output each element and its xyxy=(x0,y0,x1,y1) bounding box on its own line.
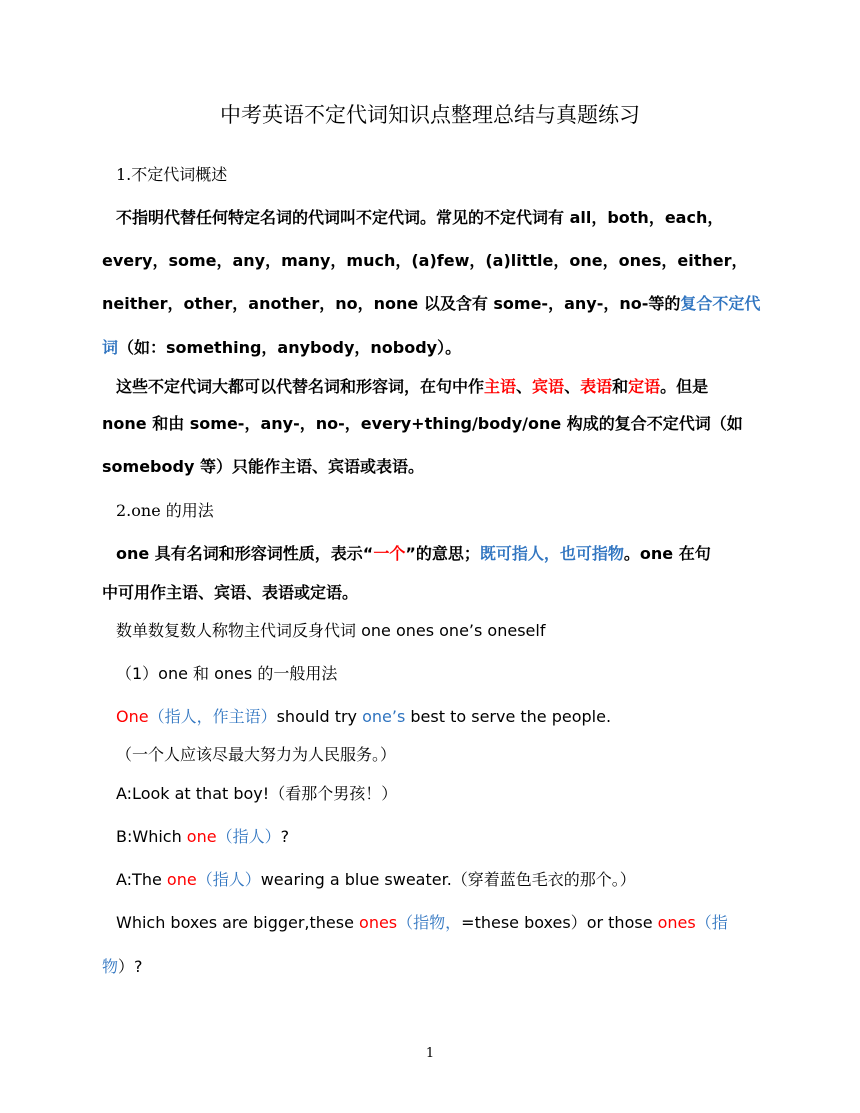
keyword-one: one xyxy=(186,827,217,846)
annotation: （指人） xyxy=(216,827,281,846)
paragraph-line: 不指明代替任何特定名词的代词叫不定代词。常见的不定代词有 all，both，each， xyxy=(116,208,724,227)
annotation: （指人） xyxy=(196,870,261,889)
text-run: wearing a blue sweater. xyxy=(260,870,452,889)
text-run: ）? xyxy=(118,957,143,976)
text-run: one 具有名词和形容词性质，表示“ xyxy=(116,544,374,563)
annotation: 物 xyxy=(102,957,119,976)
keyword-ones: one’s xyxy=(362,707,406,726)
text-run: 这些不定代词大都可以代替名词和形容词，在句中作 xyxy=(116,377,485,396)
highlight-term: 既可指人，也可指物 xyxy=(479,544,624,563)
translation: （穿着蓝色毛衣的那个。） xyxy=(451,870,636,889)
text-run: A:Look at that boy! xyxy=(116,784,270,803)
highlight-term: 复合不定代 xyxy=(680,294,761,313)
keyword-ones: ones xyxy=(359,913,398,932)
example-sentence-continued xyxy=(102,956,143,978)
keyword-one: one xyxy=(166,870,197,889)
example-sentence xyxy=(116,706,611,728)
example-sentence xyxy=(116,826,289,848)
document-title: 中考英语不定代词知识点整理总结与真题练习 xyxy=(220,103,640,127)
text-run: should try xyxy=(276,707,363,726)
paragraph-line: somebody 等）只能作主语、宾语或表语。 xyxy=(102,457,424,476)
paragraph-line xyxy=(116,543,711,565)
annotation: （指 xyxy=(695,913,728,932)
text-run: （如：something，anybody，nobody）。 xyxy=(118,338,462,357)
text-run: ”的意思； xyxy=(405,544,480,563)
translation: （一个人应该尽最大努力为人民服务。） xyxy=(116,745,397,764)
highlight-attributive: 定语 xyxy=(628,377,661,396)
text-run: best to serve the people. xyxy=(405,707,612,726)
highlight-object: 宾语 xyxy=(532,377,565,396)
text-run: 、 xyxy=(516,377,533,396)
text-run: 。one 在句 xyxy=(623,544,711,563)
highlight-term: 词 xyxy=(102,338,119,357)
keyword-ones: ones xyxy=(657,913,696,932)
highlight-predicative: 表语 xyxy=(580,377,613,396)
text-run: 、 xyxy=(564,377,581,396)
example-sentence xyxy=(116,869,636,891)
annotation: （指物， xyxy=(397,913,462,932)
text-run: ? xyxy=(280,827,290,846)
text-run: B:Which xyxy=(116,827,187,846)
text-run: =these boxes）or those xyxy=(461,913,658,932)
highlight-term: 一个 xyxy=(373,544,406,563)
highlight-subject: 主语 xyxy=(484,377,517,396)
keyword-one: One xyxy=(116,707,149,726)
text-run: 和 xyxy=(612,377,629,396)
text-run: A:The xyxy=(116,870,167,889)
paragraph-line: 中可用作主语、宾语、表语或定语。 xyxy=(102,583,359,602)
paragraph-line: none 和由 some-，any-，no-，every+thing/body/one 构成的复合不定代词（如 xyxy=(102,414,743,433)
paragraph-line xyxy=(102,337,461,359)
section-1-heading: 1.不定代词概述 xyxy=(116,165,228,184)
annotation: （指人，作主语） xyxy=(148,707,277,726)
subheading: （1）one 和 ones 的一般用法 xyxy=(116,664,338,683)
example-sentence xyxy=(116,912,728,934)
pronoun-table-row: 数单数复数人称物主代词反身代词 one ones one’s oneself xyxy=(116,621,546,640)
text-run: 。但是 xyxy=(660,377,709,396)
paragraph-line xyxy=(102,293,760,315)
section-2-heading: 2.one 的用法 xyxy=(116,501,214,520)
page-number: 1 xyxy=(425,1046,435,1061)
example-sentence xyxy=(116,783,397,805)
translation: （看那个男孩！） xyxy=(269,784,398,803)
text-run: Which boxes are bigger,these xyxy=(116,913,360,932)
paragraph-line: every，some，any，many，much，(a)few，(a)little，one，ones，either， xyxy=(102,251,748,270)
text-run: neither，other，another，no，none 以及含有 some-，any-，no-等的 xyxy=(102,294,681,313)
paragraph-line xyxy=(116,376,708,398)
